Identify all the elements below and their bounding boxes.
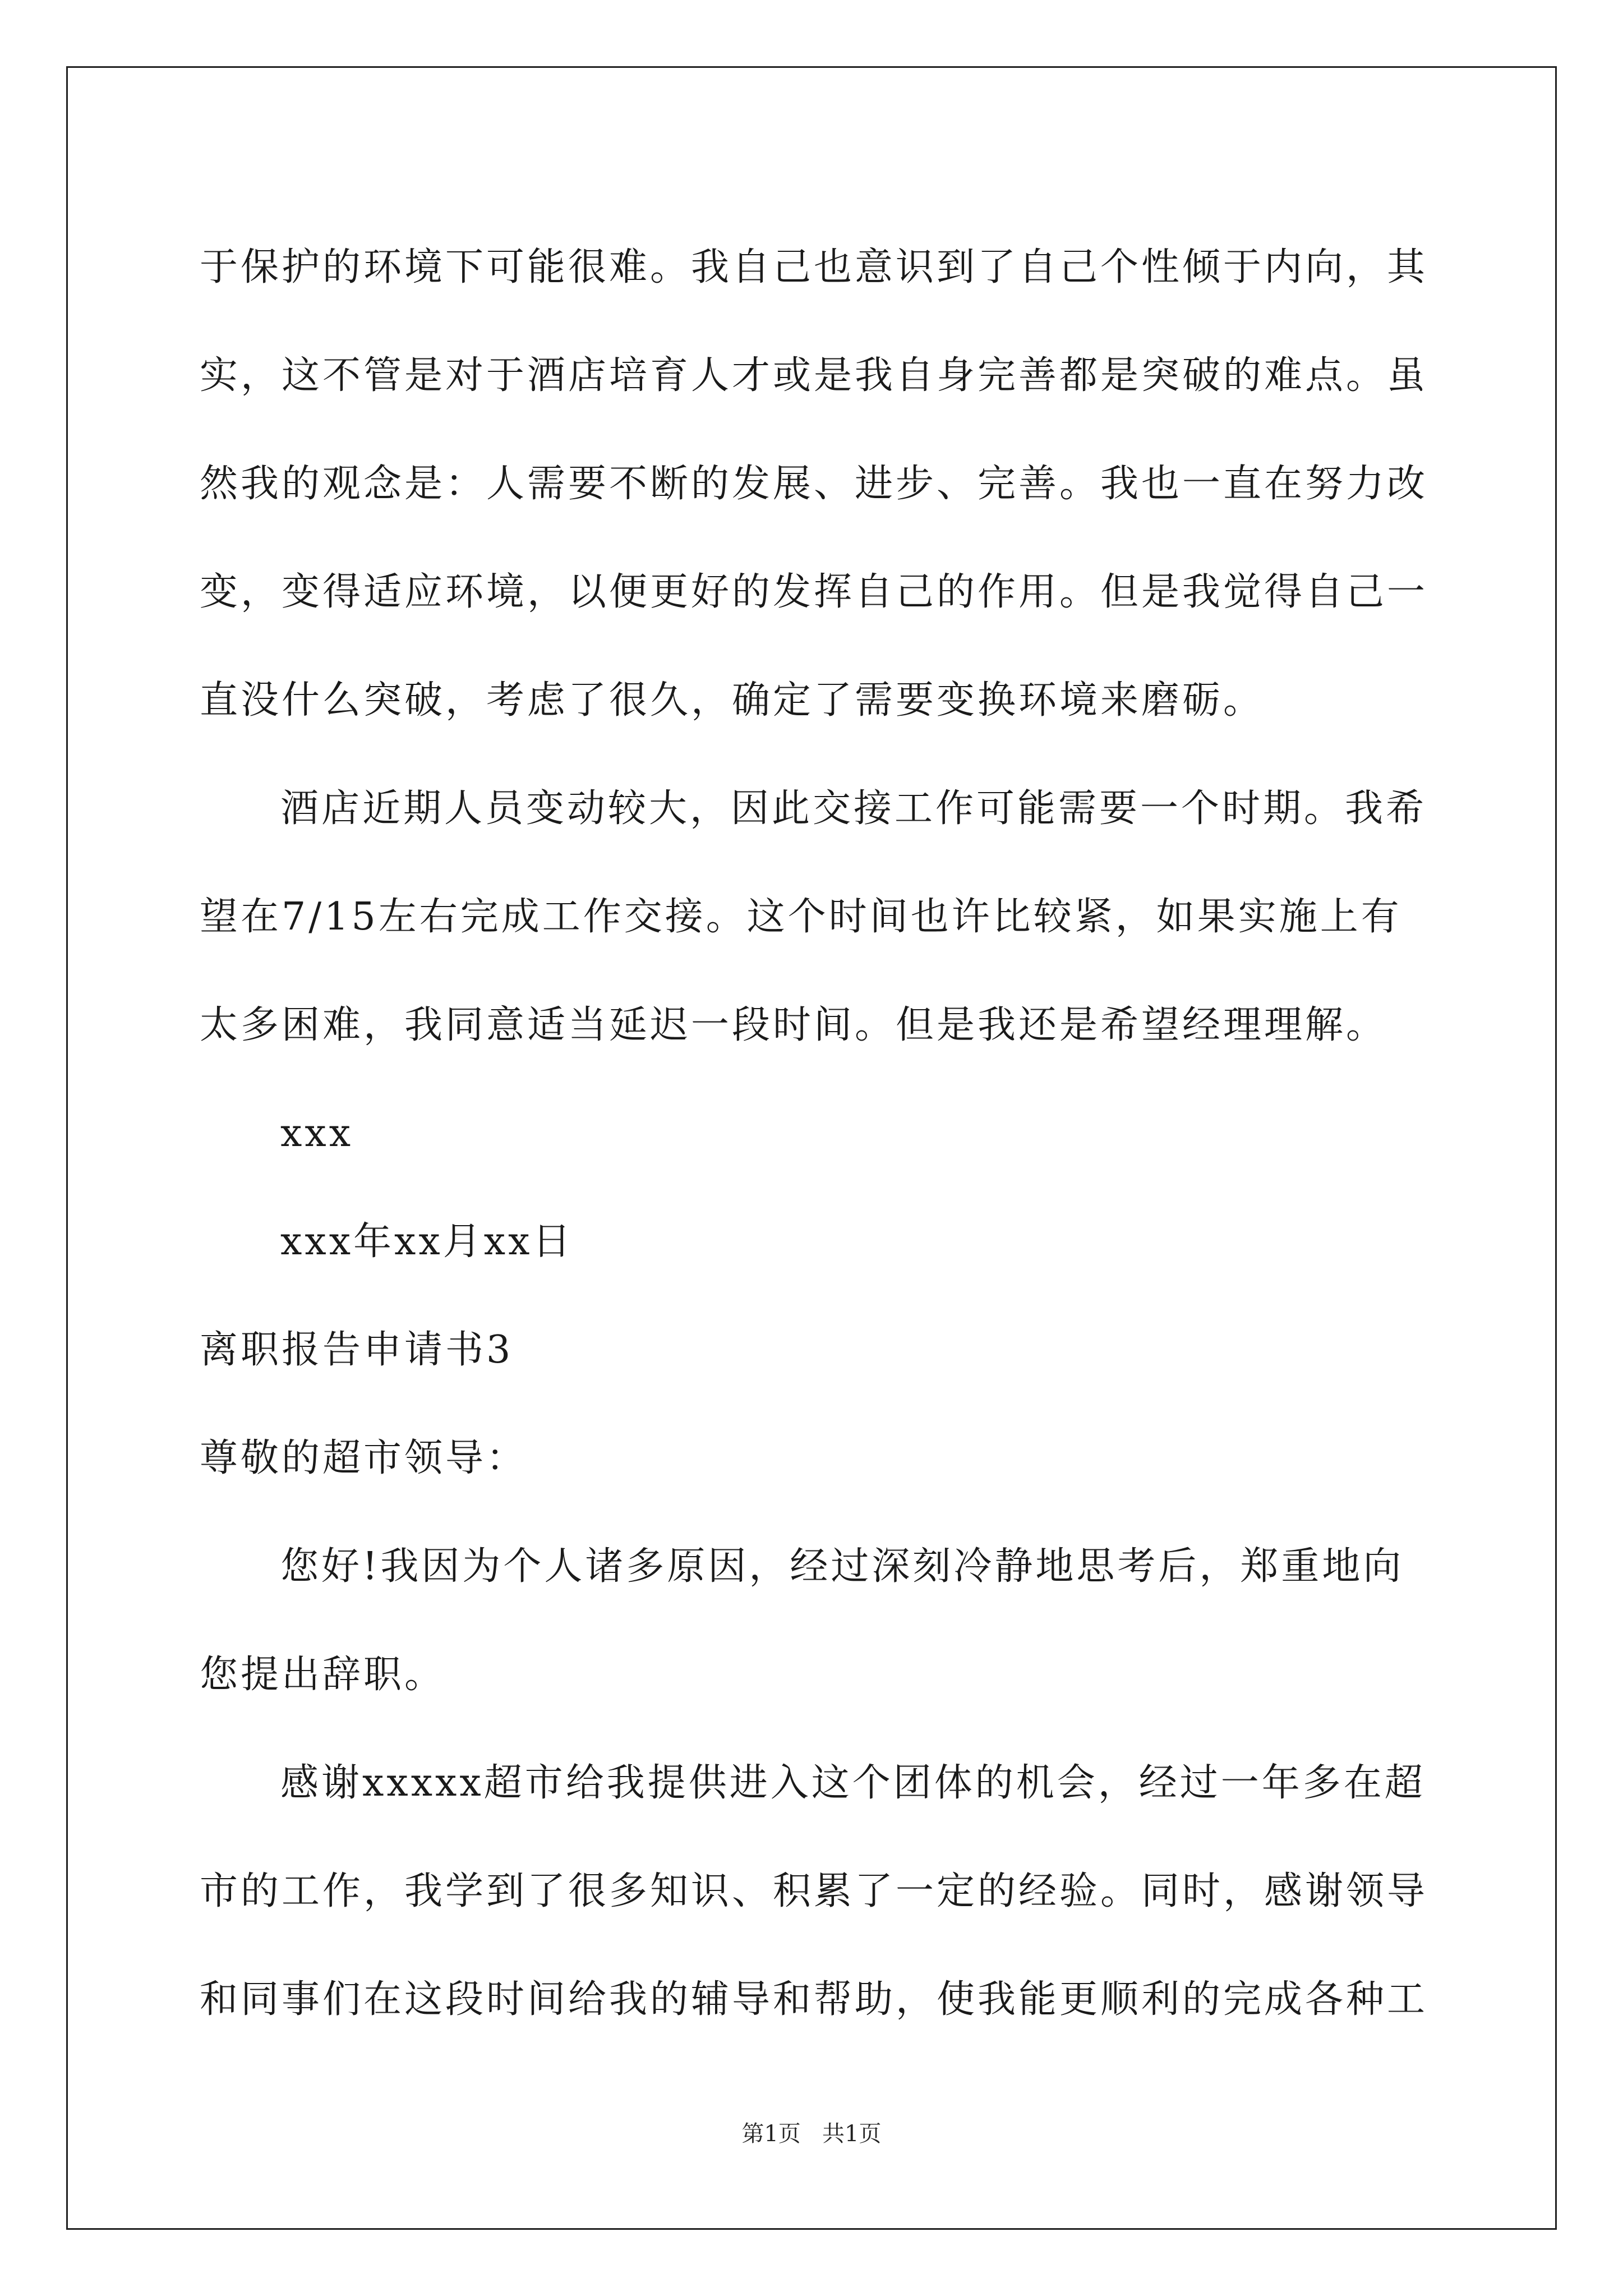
signature-name: xxx (280, 1111, 354, 1156)
body-paragraph: 于保护的环境下可能很难。我自己也意识到了自己个性倾于内向，其实，这不管是对于酒店培育人才或是我自身完善都是突破的难点。虽然我的观念是：人需要不断的发展、进步、完善。我也一直在努力改变，变得适应环境，以便更好的发挥自己的作用。但是我觉得自己一直没什么突破，考虑了很久，确定了需要变换环境来磨砺。 (200, 245, 1428, 723)
body-paragraph: 感谢xxxxx超市给我提供进入这个团体的机会，经过一年多在超市的工作，我学到了很多知识、积累了一定的经验。同时，感谢领导和同事们在这段时间给我的辅导和帮助，使我能更顺利的完成各种工 (200, 1761, 1428, 2022)
body-paragraph: 您好!我因为个人诸多原因，经过深刻冷静地思考后，郑重地向您提出辞职。 (200, 1544, 1404, 1697)
body-paragraph: 酒店近期人员变动较大，因此交接工作可能需要一个时期。我希望在7/15左右完成工作交接。这个时间也许比较紧，如果实施上有太多困难，我同意适当延迟一段时间。但是我还是希望经理理解。 (200, 786, 1427, 1047)
salutation: 尊敬的超市领导： (200, 1436, 528, 1480)
page-footer: 第1页 共1页 (741, 2121, 882, 2147)
section-title: 离职报告申请书3 (200, 1328, 514, 1372)
document-body (200, 213, 1433, 2054)
signature-date: xxx年xx月xx日 (280, 1220, 574, 1264)
